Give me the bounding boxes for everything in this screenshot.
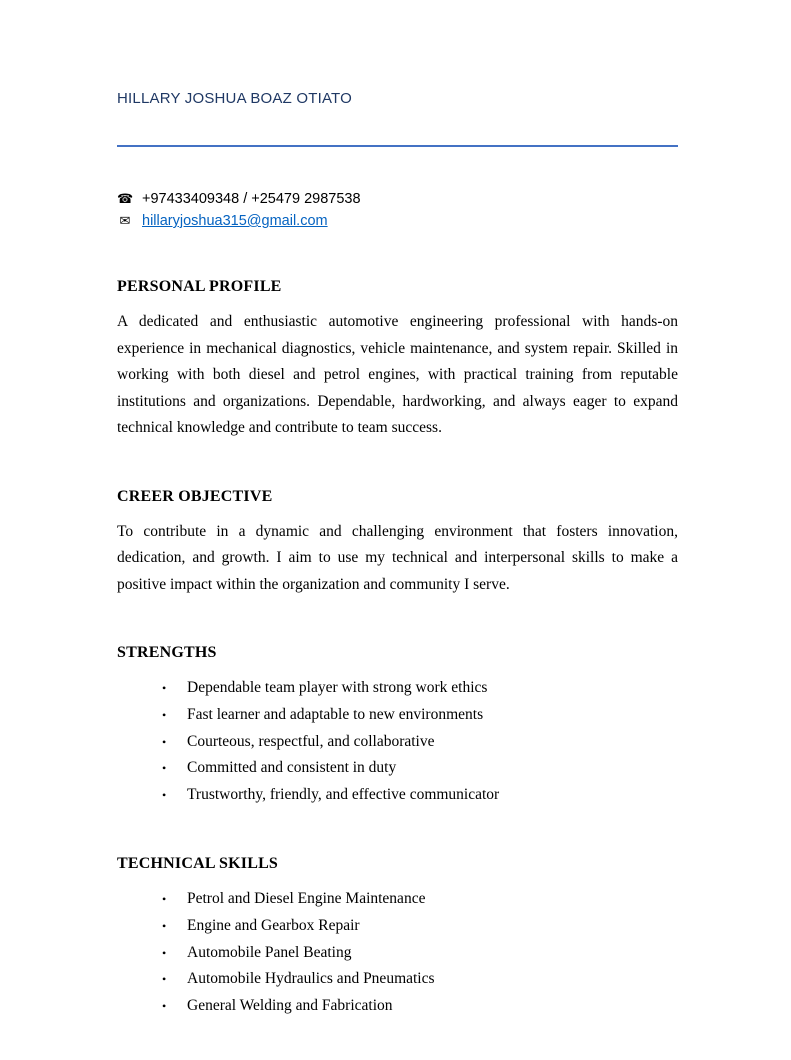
list-item-text: Petrol and Diesel Engine Maintenance <box>187 889 426 907</box>
list-item <box>117 993 678 1020</box>
list-item-text: Trustworthy, friendly, and effective communicator <box>187 786 500 804</box>
list-item <box>117 966 678 993</box>
phone-icon: ☎ <box>117 192 134 207</box>
contact-block <box>117 189 678 232</box>
bullet-icon: • <box>162 972 167 987</box>
bullet-icon: • <box>162 918 167 933</box>
list-item <box>117 729 678 756</box>
bullet-icon: • <box>162 945 167 960</box>
list-item-text: Courteous, respectful, and collaborative <box>187 732 435 750</box>
list-item-text: Automobile Panel Beating <box>187 943 352 961</box>
list-item-text: Fast learner and adaptable to new environments <box>187 705 484 723</box>
bullet-icon: • <box>162 761 167 776</box>
personal-profile-text: A dedicated and enthusiastic automotive engineering professional with hands-on experience in mechanical diagnostics, vehicle maintenance, and system repair. Skilled in working with both diesel and petrol engines, with practical training from reputable institutions and organizations. Dependable, hardworking, and always eager to expand technical knowledge and contribute to team success. <box>117 313 678 436</box>
person-name: HILLARY JOSHUA BOAZ OTIATO <box>117 90 352 107</box>
career-objective-text: To contribute in a dynamic and challenging environment that fosters innovation, dedication, and growth. I aim to use my technical and interpersonal skills to make a positive impact within the organization and community I serve. <box>117 522 678 593</box>
technical-skills-heading: TECHNICAL SKILLS <box>117 854 279 872</box>
list-item <box>117 913 678 940</box>
header-divider <box>117 145 678 147</box>
phone-line <box>117 189 678 210</box>
list-item <box>117 755 678 782</box>
personal-profile-heading: PERSONAL PROFILE <box>117 278 282 295</box>
career-objective-heading: CREER OBJECTIVE <box>117 487 273 505</box>
bullet-icon: • <box>162 891 167 906</box>
email-icon: ✉ <box>119 214 131 229</box>
list-item <box>117 940 678 967</box>
list-item-text: Automobile Hydraulics and Pneumatics <box>187 970 435 988</box>
bullet-icon: • <box>162 788 167 803</box>
bullet-icon: • <box>162 681 167 695</box>
list-item <box>117 782 678 809</box>
technical-skills-list <box>117 886 678 1020</box>
bullet-icon: • <box>162 999 167 1014</box>
bullet-icon: • <box>162 707 167 722</box>
bullet-icon: • <box>162 734 167 749</box>
section-strengths <box>117 644 678 809</box>
section-career-objective <box>117 488 678 599</box>
phone-numbers: +97433409348 / +25479 2987538 <box>142 191 361 207</box>
strengths-list <box>117 675 678 809</box>
list-item-text: Engine and Gearbox Repair <box>187 916 360 934</box>
email-line <box>117 211 678 232</box>
section-technical-skills <box>117 855 678 1020</box>
list-item-text: General Welding and Fabrication <box>187 997 393 1015</box>
strengths-heading: STRENGTHS <box>117 644 217 661</box>
email-link[interactable]: hillaryjoshua315@gmail.com <box>142 213 328 229</box>
list-item-text: Committed and consistent in duty <box>187 759 397 777</box>
list-item <box>117 702 678 729</box>
section-personal-profile <box>117 278 678 442</box>
list-item <box>117 886 678 913</box>
list-item <box>117 675 678 702</box>
list-item-text: Dependable team player with strong work ethics <box>187 679 488 696</box>
